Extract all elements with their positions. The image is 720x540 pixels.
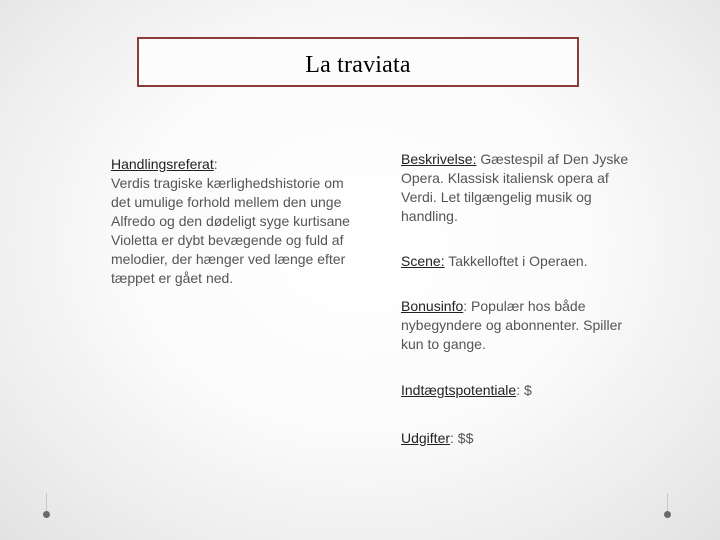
plot-summary-colon: : <box>213 156 218 172</box>
expenses-label: Udgifter <box>401 430 451 446</box>
revenue-label: Indtægtspotentiale <box>401 382 517 398</box>
bonusinfo-text: : Populær hos både nybegyndere og abonnenter. Spiller kun to gange. <box>401 298 623 352</box>
left-corner-ornament <box>40 493 54 523</box>
expenses-text: : $$ <box>450 430 474 446</box>
description-text: Gæstespil af Den Jyske Opera. Klassisk italiensk opera af Verdi. Let tilgængelig musik og handling. <box>401 151 629 224</box>
revenue-block <box>401 381 633 400</box>
ornament-dot <box>43 511 50 518</box>
plot-summary-text: Verdis tragiske kærlighedshistorie om det umulige forhold mellem den unge Alfredo og den dødeligt syge kurtisane Violetta er dybt bevægende og fuld af melodier, der hænger ved længe efter tæppet er gået ned. <box>111 175 350 286</box>
right-corner-ornament <box>661 493 675 523</box>
ornament-dot <box>664 511 671 518</box>
plot-summary <box>111 155 351 288</box>
scene-block <box>401 252 633 271</box>
description-label: Beskrivelse: <box>401 151 477 167</box>
description-block <box>401 150 633 226</box>
info-column <box>401 150 633 448</box>
plot-summary-label: Handlingsreferat <box>111 156 214 172</box>
title-box <box>137 37 579 87</box>
page-title: La traviata <box>305 52 411 78</box>
expenses-block <box>401 429 633 448</box>
bonusinfo-block <box>401 297 633 354</box>
bonusinfo-label: Bonusinfo <box>401 298 464 314</box>
scene-label: Scene: <box>401 253 445 269</box>
revenue-text: : $ <box>516 382 532 398</box>
scene-text: Takkelloftet i Operaen. <box>444 253 588 269</box>
